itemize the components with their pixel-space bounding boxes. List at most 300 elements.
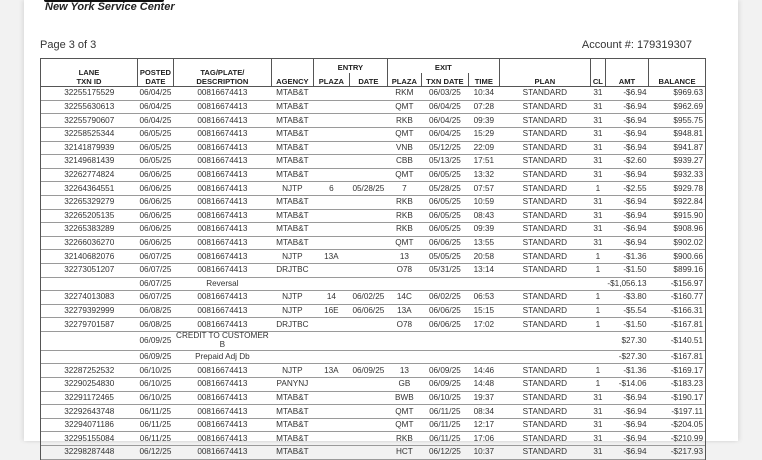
cell-agency [271, 331, 313, 350]
cell-time: 07:28 [473, 102, 495, 112]
table-row [41, 100, 706, 114]
cell-class: 31 [593, 420, 603, 430]
cell-class: 31 [593, 224, 603, 234]
cell-entry-plaza: 13A [324, 365, 339, 375]
cell-time: 10:34 [473, 88, 495, 98]
cell-amount: -$6.94 [623, 197, 647, 207]
cell-description: 00816674413 [197, 238, 248, 248]
cell-description: 00816674413 [197, 433, 248, 443]
cell-balance: -$167.81 [649, 318, 706, 332]
cell-entry-date [349, 378, 387, 392]
cell-class: 31 [593, 102, 603, 112]
cell-description: 00816674413 [197, 197, 248, 207]
cell-posted-date: 06/11/25 [139, 433, 172, 443]
cell-exit-txn-date: 06/05/25 [428, 224, 461, 234]
cell-class: 31 [593, 392, 603, 402]
table-row [41, 155, 706, 169]
cell-entry-date [349, 331, 387, 350]
cell-entry-plaza [313, 236, 349, 250]
cell-class: 1 [595, 183, 601, 193]
cell-exit-plaza: 14C [396, 292, 412, 302]
cell-entry-date [349, 209, 387, 223]
cell-balance: -$169.17 [649, 364, 706, 378]
cell-entry-date [349, 236, 387, 250]
cell-time: 17:02 [473, 319, 495, 329]
table-row [41, 182, 706, 196]
cell-description: 00816674413 [197, 292, 248, 302]
cell-agency: MTAB&T [276, 392, 309, 402]
cell-posted-date: 06/04/25 [139, 88, 172, 98]
cell-exit-plaza: HCT [395, 447, 413, 457]
cell-plan: STANDARD [522, 406, 568, 416]
cell-time: 10:59 [473, 197, 495, 207]
cell-exit-txn-date [421, 331, 468, 350]
cell-class [590, 277, 605, 291]
table-row [41, 263, 706, 277]
cell-description: 00816674413 [197, 115, 248, 125]
cell-posted-date: 06/10/25 [139, 392, 172, 402]
table-row [41, 378, 706, 392]
cell-exit-txn-date: 06/11/25 [429, 433, 461, 443]
cell-posted-date: 06/06/25 [139, 238, 172, 248]
cell-description: 00816674413 [197, 392, 248, 402]
col-entry-date: DATE [349, 73, 387, 87]
cell-description: 00816674413 [197, 210, 248, 220]
cell-txn-id: 32287252532 [41, 364, 138, 378]
cell-txn-id: 32291172465 [41, 391, 138, 405]
cell-balance: $899.16 [649, 263, 706, 277]
cell-posted-date: 06/06/25 [139, 170, 172, 180]
cell-txn-id: 32265205135 [41, 209, 138, 223]
cell-time: 17:51 [473, 156, 495, 166]
cell-agency: MTAB&T [276, 88, 309, 98]
cell-exit-txn-date: 06/03/25 [428, 88, 461, 98]
cell-time: 10:37 [473, 447, 495, 457]
cell-amount: -$6.94 [623, 210, 647, 220]
col-balance: BALANCE [649, 59, 706, 87]
cell-exit-plaza: QMT [395, 129, 414, 139]
cell-balance: -$166.31 [649, 304, 706, 318]
cell-exit-plaza: 13 [399, 251, 409, 261]
transactions-body [41, 87, 706, 459]
cell-balance: $902.02 [649, 236, 706, 250]
cell-exit-plaza: 7 [402, 183, 407, 193]
cell-posted-date: 06/08/25 [139, 305, 172, 315]
cell-agency: MTAB&T [276, 210, 309, 220]
cell-exit-plaza [387, 331, 421, 350]
col-exit-plaza: PLAZA [387, 73, 421, 87]
cell-amount: -$1.36 [623, 365, 647, 375]
cell-agency: MTAB&T [276, 197, 309, 207]
cell-exit-txn-date: 06/11/25 [429, 406, 461, 416]
cell-time: 13:32 [473, 170, 495, 180]
table-row [41, 127, 706, 141]
cell-amount: -$6.94 [623, 406, 647, 416]
table-row [41, 405, 706, 419]
cell-amount: -$6.94 [623, 170, 647, 180]
cell-txn-id: 32258525344 [41, 127, 138, 141]
cell-time: 09:39 [473, 115, 495, 125]
cell-plan: STANDARD [522, 88, 568, 98]
cell-class: 1 [595, 319, 601, 329]
cell-entry-date [349, 418, 387, 432]
cell-amount: -$2.60 [623, 156, 647, 166]
cell-balance: $955.75 [649, 114, 706, 128]
cell-exit-txn-date [421, 277, 468, 291]
cell-txn-id: 32149681439 [41, 155, 138, 169]
cell-posted-date: 06/11/25 [139, 420, 172, 430]
cell-entry-plaza [313, 223, 349, 237]
cell-entry-date [349, 127, 387, 141]
table-row [41, 209, 706, 223]
cell-agency: NJTP [282, 365, 303, 375]
col-date-label: DATE [145, 76, 166, 86]
cell-agency: MTAB&T [276, 115, 309, 125]
cell-entry-plaza: 16E [324, 305, 339, 315]
cell-class: 31 [593, 88, 603, 98]
cell-agency: DRJTBC [276, 265, 309, 275]
table-row [41, 195, 706, 209]
cell-class: 31 [593, 197, 603, 207]
account-number: Account #: 179319307 [581, 39, 692, 51]
cell-posted-date: 06/04/25 [139, 102, 172, 112]
cell-entry-date [349, 141, 387, 155]
col-lane-txn-id [41, 59, 138, 87]
cell-description: 00816674413 [197, 224, 248, 234]
cell-txn-id: 32141879939 [41, 141, 138, 155]
cell-txn-id: 32298287448 [41, 446, 138, 460]
cell-plan: STANDARD [522, 265, 568, 275]
cell-posted-date: 06/06/25 [139, 197, 172, 207]
cell-agency: MTAB&T [276, 224, 309, 234]
cell-balance: $900.66 [649, 250, 706, 264]
cell-exit-txn-date: 06/10/25 [428, 392, 461, 402]
table-row [41, 141, 706, 155]
cell-balance: -$204.05 [649, 418, 706, 432]
cell-plan [499, 350, 590, 364]
cell-time: 08:43 [473, 210, 495, 220]
cell-description: 00816674413 [197, 379, 248, 389]
cell-txn-id: 32140682076 [41, 250, 138, 264]
cell-txn-id: 32294071186 [41, 418, 138, 432]
cell-amount: -$6.94 [623, 142, 647, 152]
cell-time: 09:39 [473, 224, 495, 234]
cell-description: 00816674413 [197, 305, 248, 315]
cell-txn-id: 32292643748 [41, 405, 138, 419]
cell-class: 31 [593, 406, 603, 416]
cell-amount: -$2.55 [623, 183, 647, 193]
table-row [41, 236, 706, 250]
cell-exit-txn-date: 05/12/25 [428, 142, 461, 152]
cell-entry-plaza [313, 446, 349, 460]
cell-description: 00816674413 [197, 88, 248, 98]
cell-class: 31 [593, 129, 603, 139]
cell-entry-date [349, 318, 387, 332]
cell-plan: STANDARD [522, 129, 568, 139]
cell-amount: -$6.94 [623, 88, 647, 98]
cell-posted-date: 06/10/25 [139, 365, 172, 375]
cell-txn-id: 32274013083 [41, 291, 138, 305]
cell-txn-id: 32290254830 [41, 378, 138, 392]
col-entry-plaza: PLAZA [313, 73, 349, 87]
cell-entry-plaza [313, 277, 349, 291]
cell-amount: -$6.94 [623, 115, 647, 125]
cell-balance: $939.27 [649, 155, 706, 169]
col-description-label: DESCRIPTION [196, 76, 249, 86]
cell-time: 15:29 [473, 129, 495, 139]
cell-plan: STANDARD [522, 156, 568, 166]
cell-exit-txn-date: 06/05/25 [428, 170, 461, 180]
cell-description: 00816674413 [197, 156, 248, 166]
cell-posted-date: 06/07/25 [139, 265, 172, 275]
cell-description: 00816674413 [197, 420, 248, 430]
cell-entry-date [349, 391, 387, 405]
cell-exit-txn-date: 05/28/25 [428, 183, 461, 193]
table-row [41, 331, 706, 350]
cell-agency: DRJTBC [276, 319, 309, 329]
cell-exit-plaza [387, 277, 421, 291]
table-row [41, 391, 706, 405]
cell-exit-plaza: RKB [395, 224, 413, 234]
cell-agency: MTAB&T [276, 156, 309, 166]
cell-entry-date: 06/02/25 [352, 292, 385, 302]
cell-description: CREDIT TO CUSTOMER B [176, 331, 269, 349]
cell-exit-txn-date: 06/11/25 [429, 420, 461, 430]
cell-entry-plaza [313, 195, 349, 209]
cell-amount: -$5.54 [623, 305, 647, 315]
cell-entry-date [349, 195, 387, 209]
cell-posted-date: 06/07/25 [139, 251, 172, 261]
cell-plan: STANDARD [522, 102, 568, 112]
cell-agency: NJTP [282, 183, 303, 193]
cell-exit-txn-date: 06/06/25 [428, 319, 461, 329]
cell-entry-date [349, 87, 387, 101]
cell-plan: STANDARD [522, 142, 568, 152]
cell-description: 00816674413 [197, 265, 248, 275]
cell-entry-plaza [313, 418, 349, 432]
cell-entry-plaza [313, 100, 349, 114]
cell-plan: STANDARD [522, 447, 568, 457]
cell-entry-plaza [313, 168, 349, 182]
cell-time: 17:06 [473, 433, 495, 443]
cell-exit-txn-date: 06/06/25 [428, 238, 461, 248]
cell-class [590, 350, 605, 364]
cell-description: 00816674413 [197, 365, 248, 375]
cell-txn-id: 32266036270 [41, 236, 138, 250]
cell-balance: -$217.93 [649, 446, 706, 460]
cell-balance: $915.90 [649, 209, 706, 223]
cell-exit-plaza: RKB [395, 210, 413, 220]
cell-entry-plaza [313, 127, 349, 141]
cell-time: 20:58 [473, 251, 495, 261]
cell-balance: $948.81 [649, 127, 706, 141]
cell-plan: STANDARD [522, 433, 568, 443]
cell-balance: -$140.51 [649, 331, 706, 350]
cell-class: 1 [595, 265, 601, 275]
cell-exit-plaza: RKM [395, 88, 414, 98]
cell-amount: -$6.94 [623, 392, 647, 402]
cell-exit-plaza: RKB [395, 115, 413, 125]
cell-time: 13:14 [473, 265, 495, 275]
cell-txn-id [41, 350, 138, 364]
cell-balance: -$160.77 [649, 291, 706, 305]
table-row [41, 291, 706, 305]
cell-balance: -$183.23 [649, 378, 706, 392]
col-agency: AGENCY [271, 59, 313, 87]
cell-txn-id: 32262774824 [41, 168, 138, 182]
cell-balance: $932.33 [649, 168, 706, 182]
cell-txn-id: 32295155084 [41, 432, 138, 446]
col-lane-label: LANE [78, 68, 100, 77]
cell-plan: STANDARD [522, 305, 568, 315]
cell-time: 14:46 [473, 365, 495, 375]
col-amt: AMT [605, 59, 648, 87]
cell-class: 1 [595, 365, 601, 375]
cell-entry-plaza [313, 432, 349, 446]
cell-entry-plaza [313, 391, 349, 405]
cell-time [468, 277, 499, 291]
cell-description: 00816674413 [197, 251, 248, 261]
table-row [41, 432, 706, 446]
cell-entry-date [349, 100, 387, 114]
cell-amount: -$6.94 [623, 238, 647, 248]
cell-txn-id: 32255790607 [41, 114, 138, 128]
cell-class: 31 [593, 447, 603, 457]
cell-posted-date: 06/09/25 [139, 335, 172, 345]
cell-entry-date [349, 114, 387, 128]
col-exit-txn-date: TXN DATE [421, 73, 468, 87]
cell-amount: -$6.94 [623, 129, 647, 139]
cell-balance: $922.84 [649, 195, 706, 209]
cell-balance: -$210.99 [649, 432, 706, 446]
cell-agency: MTAB&T [276, 433, 309, 443]
cell-exit-txn-date: 06/04/25 [428, 115, 461, 125]
cell-class: 31 [593, 238, 603, 248]
cell-description: Prepaid Adj Db [195, 352, 250, 362]
cell-agency: MTAB&T [276, 406, 309, 416]
cell-posted-date: 06/04/25 [139, 115, 172, 125]
cell-amount: $27.30 [621, 335, 647, 345]
cell-entry-date [349, 405, 387, 419]
cell-txn-id: 32255630613 [41, 100, 138, 114]
cell-agency: MTAB&T [276, 447, 309, 457]
cell-amount: -$1.36 [623, 251, 647, 261]
cell-entry-plaza: 6 [329, 183, 334, 193]
cell-entry-plaza: 14 [326, 292, 336, 302]
cell-exit-plaza: O78 [396, 319, 413, 329]
cell-entry-plaza [313, 87, 349, 101]
cell-agency: NJTP [282, 292, 303, 302]
cell-exit-txn-date: 05/05/25 [428, 251, 461, 261]
cell-plan: STANDARD [522, 197, 568, 207]
col-posted-label: POSTED [139, 68, 172, 77]
cell-time [468, 331, 499, 350]
cell-entry-plaza [313, 209, 349, 223]
cell-entry-plaza [313, 378, 349, 392]
cell-description: 00816674413 [197, 406, 248, 416]
cell-time: 19:37 [473, 392, 495, 402]
cell-txn-id: 32279392999 [41, 304, 138, 318]
cell-entry-plaza: 13A [324, 251, 339, 261]
cell-plan: STANDARD [522, 238, 568, 248]
table-row [41, 87, 706, 101]
cell-exit-plaza: BWB [395, 392, 414, 402]
cell-balance: $962.69 [649, 100, 706, 114]
cell-amount: -$6.94 [623, 420, 647, 430]
cell-time: 08:34 [473, 406, 495, 416]
cell-posted-date: 06/05/25 [139, 129, 172, 139]
cell-agency: NJTP [282, 251, 303, 261]
cell-amount: -$6.94 [623, 447, 647, 457]
cell-exit-plaza: O78 [396, 265, 413, 275]
cell-time: 15:15 [473, 305, 495, 315]
cell-posted-date: 06/06/25 [139, 224, 172, 234]
cell-agency: MTAB&T [276, 238, 309, 248]
cell-amount: -$1.50 [623, 265, 647, 275]
cell-exit-txn-date: 06/09/25 [428, 365, 461, 375]
cell-time: 14:48 [473, 379, 495, 389]
cell-exit-plaza: QMT [395, 420, 414, 430]
cell-agency [271, 277, 313, 291]
cell-amount: -$6.94 [623, 224, 647, 234]
cell-entry-date [349, 223, 387, 237]
cell-exit-txn-date: 06/09/25 [428, 379, 461, 389]
cell-time: 07:57 [473, 183, 495, 193]
cell-class: 1 [595, 292, 601, 302]
table-row [41, 304, 706, 318]
cell-class: 1 [595, 379, 601, 389]
cell-agency: MTAB&T [276, 420, 309, 430]
cell-exit-txn-date: 06/05/25 [428, 197, 461, 207]
cell-description: Reversal [206, 278, 239, 288]
cell-posted-date: 06/12/25 [139, 447, 172, 457]
cell-txn-id [41, 277, 138, 291]
table-row [41, 223, 706, 237]
cell-exit-txn-date: 06/04/25 [428, 102, 461, 112]
cell-entry-plaza [313, 263, 349, 277]
cell-txn-id: 32273051207 [41, 263, 138, 277]
cell-balance: $941.87 [649, 141, 706, 155]
cell-exit-plaza: GB [398, 379, 411, 389]
cell-exit-txn-date: 05/31/25 [428, 265, 461, 275]
cell-amount: -$27.30 [618, 352, 647, 362]
cell-posted-date: 06/05/25 [139, 142, 172, 152]
cell-time: 13:55 [473, 238, 495, 248]
cell-exit-plaza: QMT [395, 238, 414, 248]
cell-time: 06:53 [473, 292, 495, 302]
cell-exit-txn-date: 06/04/25 [428, 129, 461, 139]
cell-description: 00816674413 [197, 183, 248, 193]
cell-time [468, 350, 499, 364]
cell-plan: STANDARD [522, 224, 568, 234]
service-center-title: New York Service Center [45, 1, 175, 13]
cell-class: 1 [595, 251, 601, 261]
cell-balance: -$197.11 [649, 405, 706, 419]
cell-description: 00816674413 [197, 447, 248, 457]
cell-exit-plaza: RKB [395, 197, 413, 207]
cell-balance: -$167.81 [649, 350, 706, 364]
cell-plan: STANDARD [522, 392, 568, 402]
cell-exit-plaza: 13A [397, 305, 412, 315]
cell-plan: STANDARD [522, 210, 568, 220]
cell-class: 31 [593, 170, 603, 180]
cell-entry-plaza [313, 318, 349, 332]
cell-exit-plaza [387, 350, 421, 364]
cell-class: 1 [595, 305, 601, 315]
cell-exit-txn-date: 06/02/25 [428, 292, 461, 302]
cell-amount: -$1,056.13 [607, 278, 647, 288]
cell-exit-plaza: QMT [395, 102, 414, 112]
